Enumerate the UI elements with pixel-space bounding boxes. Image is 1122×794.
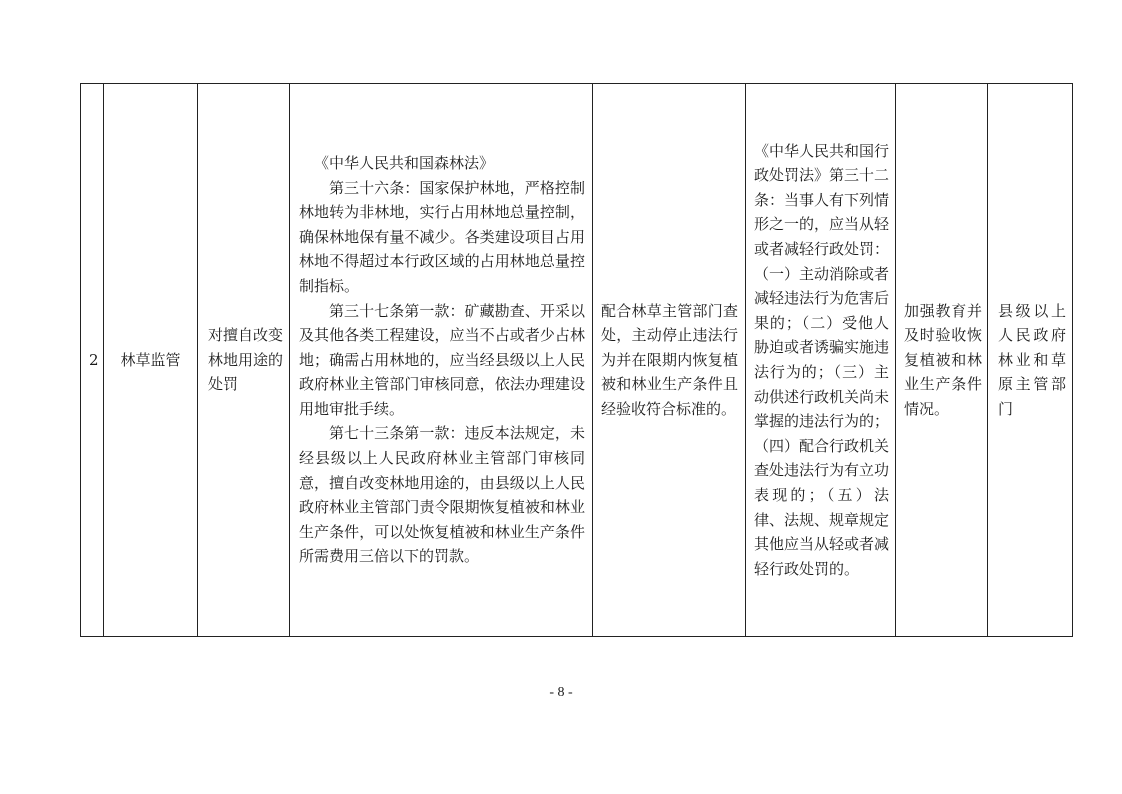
authority-text: 县级以上人民政府林业和草原主管部门 (998, 301, 1066, 418)
exemption-basis-cell (746, 84, 896, 637)
row-number-cell (81, 84, 104, 637)
item-cell (198, 84, 290, 637)
responsibility-cell (593, 84, 746, 637)
legal-basis-cell (290, 84, 593, 637)
item-text: 对擅自改变林地用途的处罚 (208, 326, 284, 394)
row-number: 2 (89, 350, 99, 369)
category-text: 林草监管 (120, 350, 181, 369)
regulation-table (80, 83, 1073, 637)
legal-basis-content (290, 151, 592, 569)
article-paragraph: 第三十六条：国家保护林地，严格控制林地转为非林地，实行占用林地总量控制，确保林地保有量不减少。各类建设项目占用林地不得超过本行政区域的占用林地总量控制指标。 (299, 178, 585, 295)
article-paragraph: 第七十三条第一款：违反本法规定，未经县级以上人民政府林业主管部门审核同意，擅自改变林地用途的，由县级以上人民政府林业主管部门责令限期恢复植被和林业生产条件，可以处恢复植被和林业生产条件所需费用三倍以下的罚款。 (299, 424, 585, 566)
law-title: 《中华人民共和国森林法》 (314, 153, 495, 172)
responsibility-text: 配合林草主管部门查处，主动停止违法行为并在限期内恢复植被和林业生产条件且经验收符合标准的。 (601, 301, 738, 418)
page-number: - 8 - (549, 685, 573, 700)
measures-cell (896, 84, 988, 637)
authority-cell (988, 84, 1073, 637)
measures-text: 加强教育并及时验收恢复植被和林业生产条件情况。 (904, 301, 982, 418)
article-paragraph: 第三十七条第一款：矿藏勘查、开采以及其他各类工程建设，应当不占或者少占林地；确需占用林地的，应当经县级以上人民政府林业主管部门审核同意，依法办理建设用地审批手续。 (299, 301, 585, 418)
table-row (81, 84, 1073, 637)
category-cell (104, 84, 198, 637)
exemption-basis-text: 《中华人民共和国行政处罚法》第三十二条：当事人有下列情形之一的，应当从轻或者减轻行政处罚：（一）主动消除或者减轻违法行为危害后果的；（二）受他人胁迫或者诱骗实施违法行为的；（三）主动供述行政机关尚未掌握的违法行为的；（四）配合行政机关查处违法行为有立功表现的；（五）法律、法规、规章规定其他应当从轻或者减轻行政处罚的。 (754, 141, 890, 578)
